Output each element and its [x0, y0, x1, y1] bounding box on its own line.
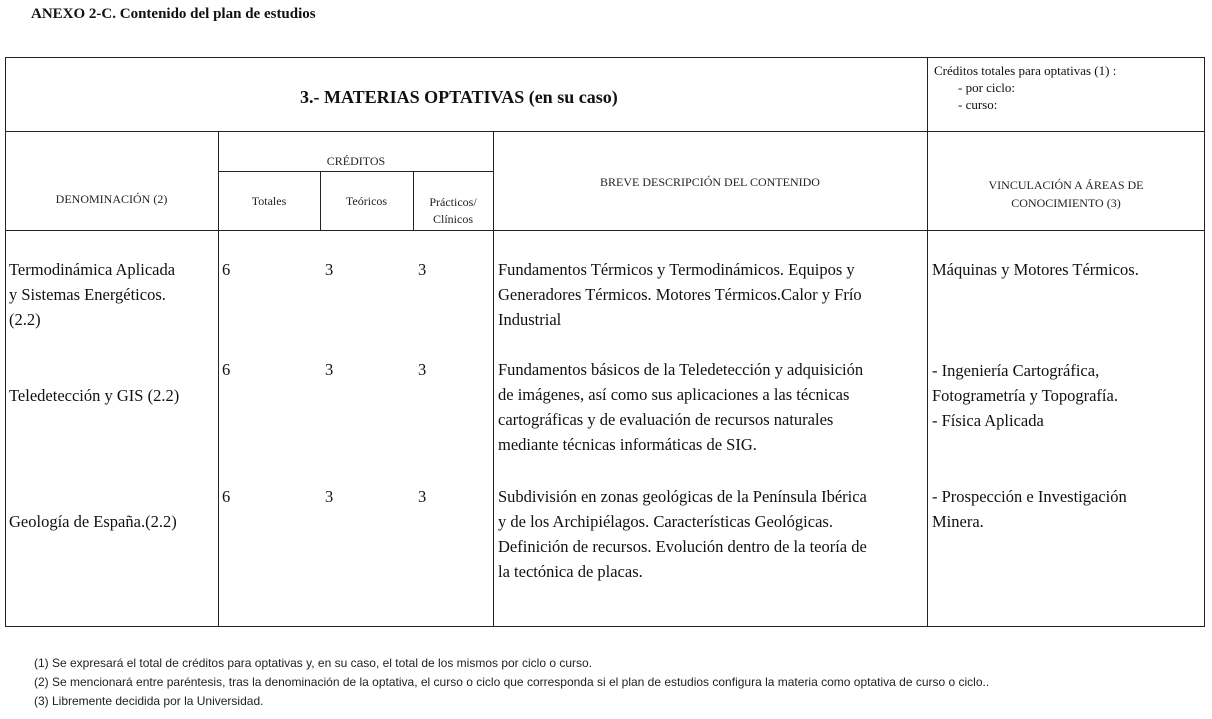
- header-creditos: CRÉDITOS: [326, 154, 386, 168]
- row-1-teoricos: 3: [325, 260, 334, 279]
- creditos-totales-label: Créditos totales para optativas (1) :: [934, 63, 1117, 78]
- row-1-totales: 6: [222, 260, 231, 279]
- footnote-1: (1) Se expresará el total de créditos para optativas y, en su caso, el total de los mismos por ciclo o curso.: [34, 656, 593, 670]
- header-vinculacion: VINCULACIÓN A ÁREAS DE CONOCIMIENTO (3): [988, 178, 1144, 210]
- row-3-teoricos: 3: [325, 487, 334, 506]
- divider: [218, 171, 494, 172]
- row-3-areas: - Prospección e Investigación Minera.: [932, 487, 1127, 531]
- row-3-descripcion: Subdivisión en zonas geológicas de la Península Ibérica y de los Archipiélagos. Características Geológicas. Definición de recursos. Evolución dentro de la teoría de la tectónica de placas.: [498, 487, 867, 581]
- row-3-totales: 6: [222, 487, 231, 506]
- header-descripcion: BREVE DESCRIPCIÓN DEL CONTENIDO: [600, 175, 820, 189]
- section-title: 3.- MATERIAS OPTATIVAS (en su caso): [300, 87, 618, 107]
- header-totales: Totales: [251, 194, 287, 208]
- divider: [5, 230, 1205, 231]
- row-2-teoricos: 3: [325, 360, 334, 379]
- divider: [927, 57, 928, 627]
- row-3-denominacion: Geología de España.(2.2): [9, 512, 177, 531]
- por-ciclo-label: - por ciclo:: [958, 80, 1016, 95]
- footnote-2: (2) Se mencionará entre paréntesis, tras la denominación de la optativa, el curso o ciclo que corresponda si el plan de estudios configura la materia como optativa de curso o ciclo..: [34, 675, 990, 689]
- divider: [493, 131, 494, 627]
- row-2-totales: 6: [222, 360, 231, 379]
- divider: [5, 131, 1205, 132]
- row-2-descripcion: Fundamentos básicos de la Teledetección y adquisición de imágenes, así como sus aplicaciones a las técnicas cartográficas y de evaluación de recursos naturales mediante técnicas informáticas de SIG.: [498, 360, 864, 454]
- curso-label: - curso:: [958, 97, 998, 112]
- row-1-areas: Máquinas y Motores Térmicos.: [932, 260, 1139, 279]
- row-1-practicos: 3: [418, 260, 427, 279]
- header-teoricos: Teóricos: [345, 194, 388, 208]
- row-3-practicos: 3: [418, 487, 427, 506]
- header-practicos: Prácticos/ Clínicos: [429, 195, 477, 226]
- row-2-areas: - Ingeniería Cartográfica, Fotogrametría y Topografía. - Física Aplicada: [932, 361, 1118, 430]
- creditos-totales-block: [934, 62, 1116, 113]
- row-2-practicos: 3: [418, 360, 427, 379]
- row-1-denominacion: Termodinámica Aplicada y Sistemas Energéticos. (2.2): [9, 260, 176, 329]
- row-1-descripcion: Fundamentos Térmicos y Termodinámicos. Equipos y Generadores Térmicos. Motores Térmicos.Calor y Frío Industrial: [498, 260, 862, 329]
- header-denominacion: DENOMINACIÓN (2): [55, 192, 168, 206]
- footnote-3: (3) Libremente decidida por la Universidad.: [34, 694, 264, 708]
- footnotes: [34, 654, 989, 711]
- annex-heading: ANEXO 2-C. Contenido del plan de estudios: [31, 6, 316, 22]
- row-2-denominacion: Teledetección y GIS (2.2): [9, 386, 180, 405]
